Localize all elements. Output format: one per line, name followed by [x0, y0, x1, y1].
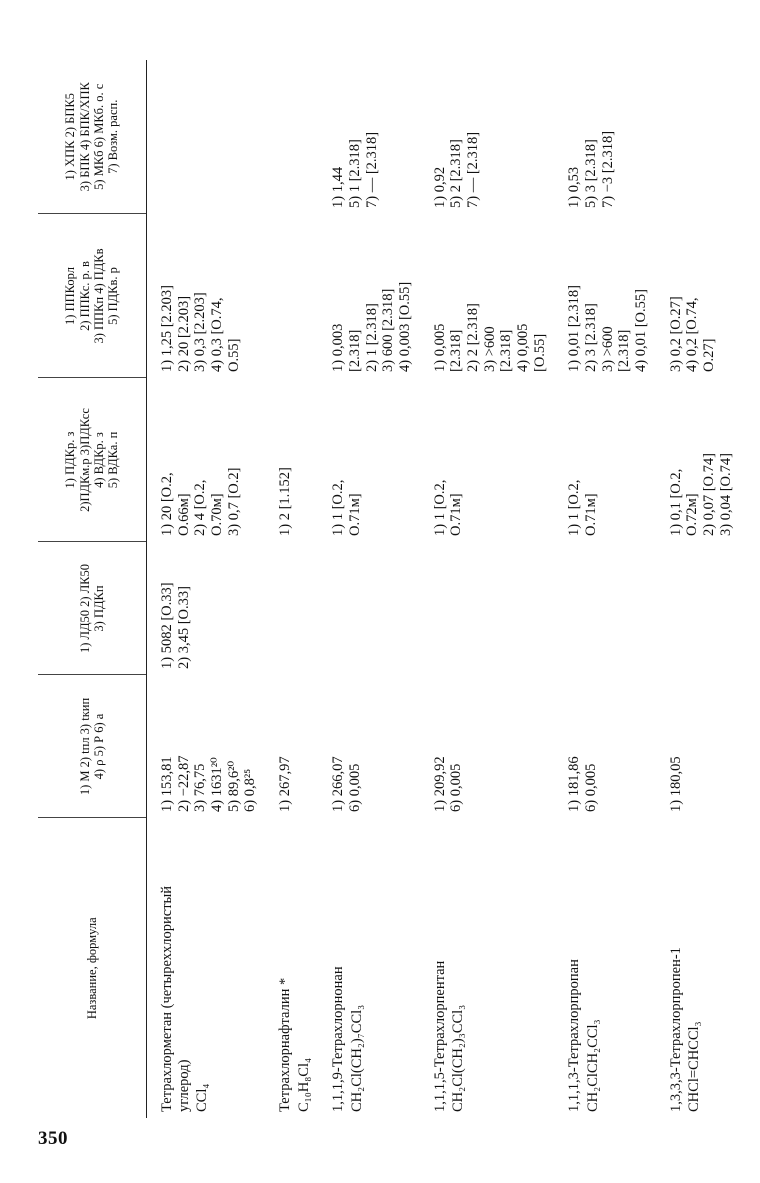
cell-phys — [660, 675, 745, 818]
cell-pdk — [147, 378, 270, 542]
value-phys: 1) 153,81 — [159, 756, 175, 812]
value-phys: 4) 1631²⁰ — [209, 757, 226, 812]
compound-formula: CH₂Cl(CH₂)₇CCl₃ — [349, 1004, 366, 1112]
compound-name-cell — [424, 818, 559, 1118]
compound-name: Тетрахлорметан (четыреххлористый — [159, 885, 175, 1112]
cell-ppk — [424, 214, 559, 378]
cell-pdk — [269, 378, 322, 542]
cell-phys — [424, 675, 559, 818]
value-pdk: О.71м] — [347, 493, 364, 536]
compound-name-cell — [558, 818, 659, 1118]
header-row — [38, 60, 147, 1118]
value-phys: 1) 209,92 — [431, 756, 448, 812]
header-cls: 1) ХПК 2) БПК5 3) БПК 4) БПК/ХПК 5) МКб 6) МКб. о. с 7) Возм. расп. — [38, 60, 147, 214]
cell-ppk — [660, 214, 745, 378]
value-pdk: О.70м] — [209, 493, 226, 536]
cell-phys — [147, 675, 270, 818]
page-number: 350 — [38, 1128, 68, 1149]
cell-pdk — [558, 378, 659, 542]
table-row — [147, 60, 270, 1118]
value-ppk: 3) 0,3 [2.203] — [192, 292, 209, 372]
table-row — [269, 60, 322, 1118]
value-ppk: 3) >600 — [599, 326, 616, 372]
cell-pdk — [660, 378, 745, 542]
table-row — [322, 60, 423, 1118]
value-ppk: 3) >600 — [481, 326, 498, 372]
compound-name-cell — [147, 818, 270, 1118]
value-ppk: [2.318] — [448, 329, 465, 372]
value-phys: 6) 0,005 — [448, 763, 465, 812]
compound-name-cell — [322, 818, 423, 1118]
cell-tox — [269, 542, 322, 675]
value-cls: 1) 1,44 — [330, 166, 347, 208]
value-pdk: 1) 0,1 [О.2, — [667, 468, 684, 536]
cell-tox — [322, 542, 423, 675]
value-pdk: О.71м] — [583, 493, 600, 536]
value-pdk: 2) 4 [О.2, — [192, 479, 209, 536]
compound-formula: CHCl=CHCCl₃ — [686, 1021, 703, 1112]
compound-formula: CH₂Cl(CH₂)₃CCl₃ — [450, 1004, 467, 1112]
value-ppk: 3) 600 [2.318] — [380, 288, 397, 372]
value-pdk: 3) 0,04 [О.74] — [717, 453, 734, 536]
value-ppk: 2) 3 [2.318] — [583, 303, 600, 372]
cell-cls — [147, 60, 270, 214]
cell-pdk — [424, 378, 559, 542]
value-cls: 5) 2 [2.318] — [448, 139, 465, 208]
value-pdk: 3) 0,7 [О.2] — [225, 467, 242, 536]
value-pdk: О.66м] — [175, 493, 192, 536]
cell-cls — [660, 60, 745, 214]
value-phys: 1) 266,07 — [330, 756, 347, 812]
compound-formula: CCl₄ — [194, 1083, 211, 1112]
value-ppk: [О.55] — [531, 333, 548, 372]
value-phys: 1) 267,97 — [277, 756, 294, 812]
cell-ppk — [558, 214, 659, 378]
table-row — [424, 60, 559, 1118]
cell-phys — [269, 675, 322, 818]
cell-ppk — [147, 214, 270, 378]
value-ppk: [2.318] — [616, 329, 633, 372]
value-ppk: 4) 0,3 [О.74, — [209, 297, 226, 372]
cell-tox — [147, 542, 270, 675]
value-ppk: 1) 1,25 [2.203] — [159, 285, 175, 372]
compound-name: Тетрахлорнафталин * — [277, 977, 294, 1112]
cell-tox — [558, 542, 659, 675]
value-tox: 1) 5082 [О.33] — [159, 582, 175, 669]
value-ppk: 3) 0,2 [О.27] — [667, 296, 684, 372]
value-ppk: 2) 20 [2.203] — [175, 295, 192, 372]
compound-name: 1,1,1,9-Тетрахлорнонан — [330, 966, 347, 1112]
value-ppk: О.55] — [225, 338, 242, 372]
rotated-table-container — [38, 60, 734, 1118]
value-ppk: [2.318] — [347, 329, 364, 372]
value-ppk: 1) 0,005 — [431, 323, 448, 372]
cell-cls — [322, 60, 423, 214]
value-ppk: 2) 1 [2.318] — [363, 303, 380, 372]
value-phys: 1) 181,86 — [566, 756, 583, 812]
compound-name-cell — [269, 818, 322, 1118]
value-tox: 2) 3,45 [О.33] — [175, 586, 192, 669]
value-ppk: 1) 0,003 — [330, 323, 347, 372]
header-pdk: 1) ПДКр. з 2)ПДКм.р 3)ПДКсс 4) ВДКр. з 5) ВДКа. п — [38, 378, 147, 542]
cell-ppk — [269, 214, 322, 378]
value-pdk: 1) 1 [О.2, — [566, 479, 583, 536]
cell-phys — [322, 675, 423, 818]
compound-formula: CH₂ClCH₂CCl₃ — [585, 1019, 602, 1112]
value-cls: 5) 1 [2.318] — [347, 139, 364, 208]
cell-cls — [424, 60, 559, 214]
value-cls: 5) 3 [2.318] — [583, 139, 600, 208]
value-pdk: О.71м] — [448, 493, 465, 536]
cell-cls — [558, 60, 659, 214]
value-ppk: 4) 0,003 [О.55] — [397, 281, 414, 372]
compound-name: 1,3,3,3-Тетрахлорпропен-1 — [667, 947, 684, 1112]
value-ppk: 2) 2 [2.318] — [465, 303, 482, 372]
value-phys: 6) 0,005 — [583, 763, 600, 812]
value-pdk: 1) 2 [1.152] — [277, 467, 294, 536]
value-cls: 1) 0,92 — [431, 166, 448, 208]
value-pdk: 1) 20 [О.2, — [159, 472, 175, 536]
value-pdk: 2) 0,07 [О.74] — [701, 453, 718, 536]
value-cls: 1) 0,53 — [566, 166, 583, 208]
compound-name: углерод) — [175, 1059, 192, 1112]
table-row — [558, 60, 659, 1118]
value-ppk: 4) 0,2 [О.74, — [684, 297, 701, 372]
cell-cls — [269, 60, 322, 214]
value-phys: 6) 0,8²⁵ — [242, 768, 259, 812]
data-table — [38, 60, 744, 1118]
value-phys: 5) 89,6²⁰ — [225, 760, 242, 812]
compound-formula: C₁₀H₈Cl₄ — [295, 1057, 312, 1112]
cell-tox — [660, 542, 745, 675]
value-ppk: [2.318] — [498, 329, 515, 372]
value-phys: 2) −22,87 — [175, 755, 192, 812]
value-phys: 3) 76,75 — [192, 763, 209, 812]
cell-phys — [558, 675, 659, 818]
header-tox: 1) ЛД50 2) ЛК50 3) ПДКп — [38, 542, 147, 675]
value-pdk: О.72м] — [684, 493, 701, 536]
value-cls: 7) — [2.318] — [363, 131, 380, 208]
value-ppk: 4) 0,01 [О.55] — [633, 289, 650, 372]
value-phys: 6) 0,005 — [347, 763, 364, 812]
value-cls: 7) −3 [2.318] — [599, 130, 616, 208]
header-phys: 1) М 2) tпл 3) tкип 4) ρ 5) Р 6) а — [38, 675, 147, 818]
compound-name: 1,1,1,3-Тетрахлорпропан — [566, 959, 583, 1112]
table-row — [660, 60, 745, 1118]
value-ppk: 4) 0,005 — [515, 323, 532, 372]
cell-ppk — [322, 214, 423, 378]
table-body — [147, 60, 745, 1118]
compound-name: 1,1,1,5-Тетрахлорпентан — [431, 960, 448, 1112]
value-ppk: 1) 0,01 [2.318] — [566, 285, 583, 372]
cell-tox — [424, 542, 559, 675]
compound-name-cell — [660, 818, 745, 1118]
value-phys: 1) 180,05 — [667, 756, 684, 812]
header-name: Название, формула — [38, 818, 147, 1118]
value-pdk: 1) 1 [О.2, — [431, 479, 448, 536]
cell-pdk — [322, 378, 423, 542]
value-cls: 7) — [2.318] — [465, 131, 482, 208]
value-ppk: О.27] — [701, 338, 718, 372]
header-ppk: 1) ППКорл 2) ППКс. р. в 3) ППКп 4) ПДКв 5) ПДКв. р — [38, 214, 147, 378]
value-pdk: 1) 1 [О.2, — [330, 479, 347, 536]
